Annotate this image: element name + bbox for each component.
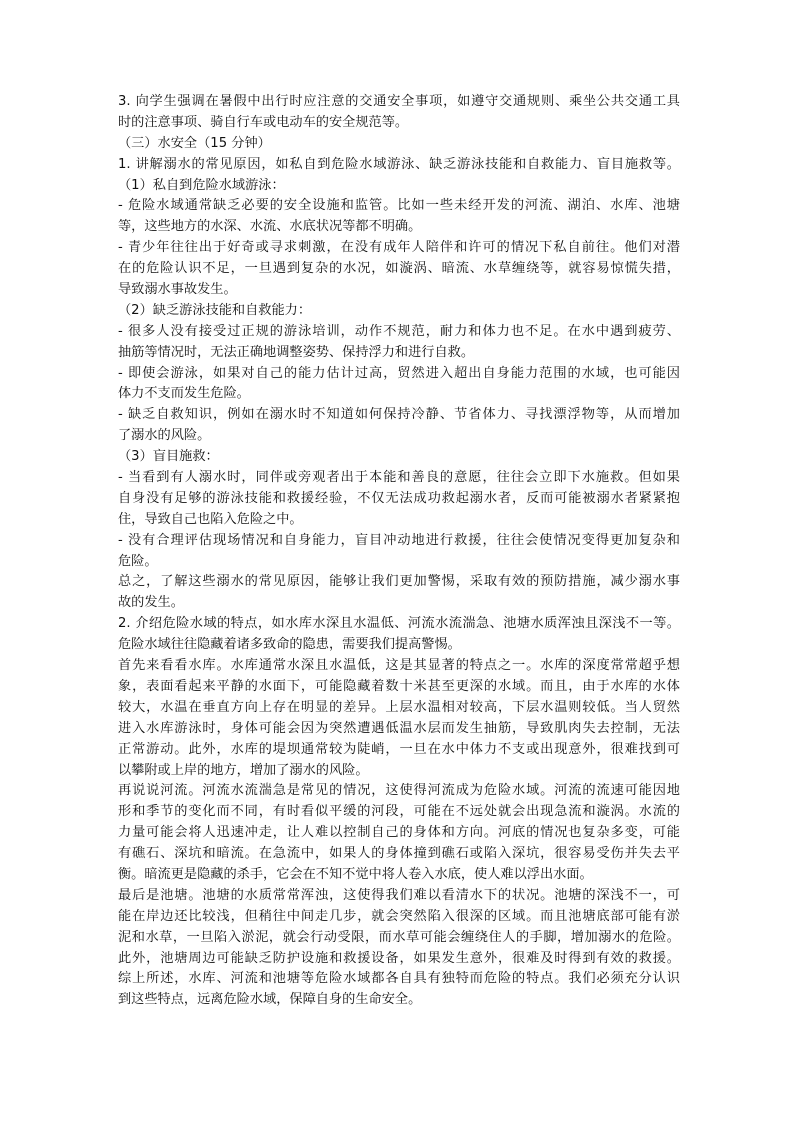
text-line: 能在岸边还比较浅，但稍往中间走几步，就会突然陷入很深的区域。而且池塘底部可能有淤 [118, 908, 680, 924]
text-line: 到这些特点，远离危险水域，保障自身的生命安全。 [118, 992, 422, 1008]
text-line: - 很多人没有接受过正规的游泳培训，动作不规范，耐力和体力也不足。在水中遇到疲劳、 [118, 323, 680, 339]
text-line: 抽筋等情况时，无法正确地调整姿势、保持浮力和进行自救。 [118, 344, 475, 360]
text-line: 导致溺水事故发生。 [118, 282, 237, 298]
document-page [118, 92, 680, 1011]
text-line: - 危险水域通常缺乏必要的安全设施和监管。比如一些未经开发的河流、湖泊、水库、池塘 [118, 198, 680, 214]
text-line: 等，这些地方的水深、水流、水底状况等都不明确。 [118, 219, 422, 235]
text-line: 故的发生。 [118, 595, 184, 611]
text-line: 1. 讲解溺水的常见原因，如私自到危险水域游泳、缺乏游泳技能和自救能力、盲目施救等。 [118, 156, 680, 172]
text-line: 3. 向学生强调在暑假中出行时应注意的交通安全事项，如遵守交通规则、乘坐公共交通工具 [118, 94, 680, 109]
text-line: （3）盲目施救： [118, 449, 219, 465]
text-line: （2）缺乏游泳技能和自救能力： [118, 302, 312, 318]
text-line: 正常游动。此外，水库的堤坝通常较为陡峭，一旦在水中体力不支或出现意外，很难找到可 [118, 741, 680, 757]
text-line: 时的注意事项、骑自行车或电动车的安全规范等。 [118, 114, 409, 130]
text-line: - 没有合理评估现场情况和自身能力，盲目冲动地进行救援，往往会使情况变得更加复杂和 [118, 532, 680, 548]
text-line: 泥和水草，一旦陷入淤泥，就会行动受限，而水草可能会缠绕住人的手脚，增加溺水的危险。 [118, 929, 680, 945]
text-line: - 青少年往往出于好奇或寻求刺激，在没有成年人陪伴和许可的情况下私自前往。他们对潜 [118, 240, 680, 256]
text-line: 自身没有足够的游泳技能和救援经验，不仅无法成功救起溺水者，反而可能被溺水者紧紧抱 [118, 490, 680, 506]
text-line: 力量可能会将人迅速冲走，让人难以控制自己的身体和方向。河底的情况也复杂多变，可能 [118, 825, 680, 841]
text-line: 了溺水的风险。 [118, 428, 211, 444]
text-line: 较大，水温在垂直方向上存在明显的差异。上层水温相对较高，下层水温则较低。当人贸然 [118, 699, 680, 715]
text-line: 有礁石、深坑和暗流。在急流中，如果人的身体撞到礁石或陷入深坑，很容易受伤并失去平 [118, 846, 680, 862]
text-line: 总之，了解这些溺水的常见原因，能够让我们更加警惕，采取有效的预防措施，减少溺水事 [118, 574, 680, 590]
text-line: 象，表面看起来平静的水面下，可能隐藏着数十米甚至更深的水域。而且，由于水库的水体 [118, 678, 680, 694]
text-line: 以攀附或上岸的地方，增加了溺水的风险。 [118, 762, 369, 778]
text-line: 进入水库游泳时，身体可能会因为突然遭遇低温水层而发生抽筋，导致肌肉失去控制，无法 [118, 720, 680, 736]
text-line: 2. 介绍危险水域的特点，如水库水深且水温低、河流水流湍急、池塘水质浑浊且深浅不一等。 [118, 616, 680, 632]
text-line: 住，导致自己也陷入危险之中。 [118, 511, 303, 527]
text-line: 再说说河流。河流水流湍急是常见的情况，这使得河流成为危险水域。河流的流速可能因地 [118, 783, 680, 799]
text-line: 在的危险认识不足，一旦遇到复杂的水况，如漩涡、暗流、水草缠绕等，就容易惊慌失措， [118, 261, 680, 277]
text-line: （三）水安全（15 分钟） [118, 135, 271, 151]
text-line: 体力不支而发生危险。 [118, 386, 250, 402]
text-line: 综上所述，水库、河流和池塘等危险水域都各自具有独特而危险的特点。我们必须充分认识 [118, 971, 680, 987]
text-line: 形和季节的变化而不同，有时看似平缓的河段，可能在不远处就会出现急流和漩涡。水流的 [118, 804, 680, 820]
text-line: - 当看到有人溺水时，同伴或旁观者出于本能和善良的意愿，往往会立即下水施救。但如果 [118, 470, 680, 486]
text-line: 危险。 [118, 553, 158, 569]
text-line: - 即使会游泳，如果对自己的能力估计过高，贸然进入超出自身能力范围的水域，也可能因 [118, 365, 680, 381]
text-line: 此外，池塘周边可能缺乏防护设施和救援设备，如果发生意外，很难及时得到有效的救援。 [118, 950, 680, 966]
text-line: 衡。暗流更是隐藏的杀手，它会在不知不觉中将人卷入水底，使人难以浮出水面。 [118, 866, 593, 882]
text-line: 危险水域往往隐藏着诸多致命的隐患，需要我们提高警惕。 [118, 637, 461, 653]
text-line: 首先来看看水库。水库通常水深且水温低，这是其显著的特点之一。水库的深度常常超乎想 [118, 658, 680, 674]
text-line: 最后是池塘。池塘的水质常常浑浊，这使得我们难以看清水下的状况。池塘的深浅不一，可 [118, 887, 680, 903]
text-line: - 缺乏自救知识，例如在溺水时不知道如何保持冷静、节省体力、寻找漂浮物等，从而增加 [118, 407, 680, 423]
text-line: （1）私自到危险水域游泳： [118, 177, 285, 193]
